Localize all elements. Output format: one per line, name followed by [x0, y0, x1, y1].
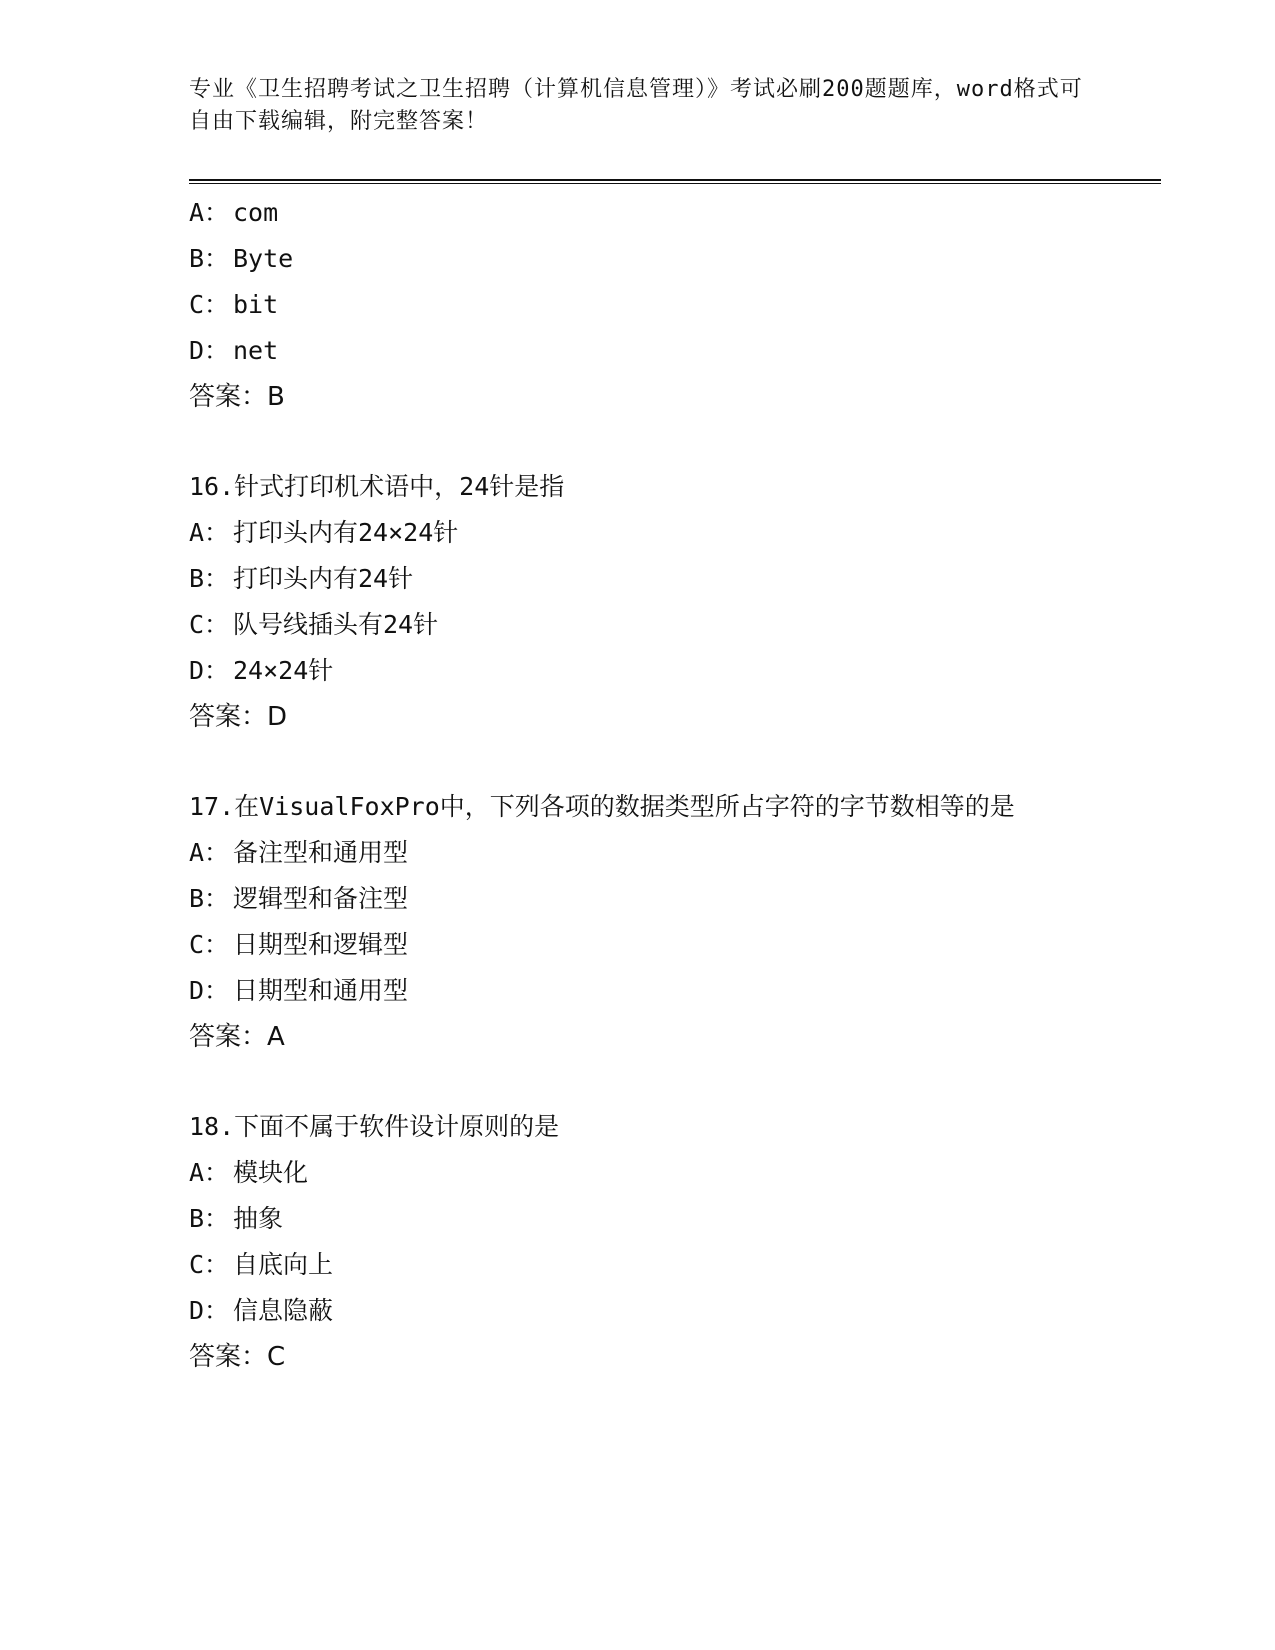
option-text: 备注型和通用型 [233, 838, 409, 867]
option-letter: D： [189, 976, 230, 1005]
question-block [189, 464, 1089, 740]
option-a [189, 190, 1089, 236]
option-b [189, 1196, 1089, 1242]
option-letter: A： [189, 838, 230, 867]
option-b [189, 876, 1089, 922]
option-text: 日期型和通用型 [233, 976, 409, 1005]
option-text: 信息隐蔽 [233, 1296, 334, 1325]
answer-line: 答案：C [189, 1342, 286, 1372]
option-c [189, 1242, 1089, 1288]
header-divider [189, 179, 1161, 184]
document-header: 专业《卫生招聘考试之卫生招聘（计算机信息管理）》考试必刷200题题库，word格式可自由下载编辑，附完整答案！ [189, 77, 1083, 134]
question-text: 18.下面不属于软件设计原则的是 [189, 1112, 560, 1141]
option-letter: D： [189, 656, 230, 685]
option-text: 打印头内有24×24针 [233, 518, 459, 547]
option-d [189, 328, 1089, 374]
option-text: 日期型和逻辑型 [233, 930, 409, 959]
option-letter: B： [189, 564, 230, 593]
option-text: 打印头内有24针 [233, 564, 414, 593]
option-c [189, 922, 1089, 968]
option-letter: B： [189, 244, 230, 273]
option-text: 逻辑型和备注型 [233, 884, 409, 913]
option-a [189, 830, 1089, 876]
question-block [189, 1104, 1089, 1380]
option-text: 24×24针 [233, 656, 334, 685]
option-text: 抽象 [233, 1204, 284, 1233]
option-text: bit [233, 290, 279, 319]
question-text: 17.在VisualFoxPro中，下列各项的数据类型所占字符的字节数相等的是 [189, 792, 1015, 821]
question-list [189, 190, 1089, 1380]
question-block [189, 190, 1089, 420]
option-d [189, 968, 1089, 1014]
option-d [189, 648, 1089, 694]
option-b [189, 556, 1089, 602]
option-c [189, 282, 1089, 328]
option-text: net [233, 336, 279, 365]
option-text: 模块化 [233, 1158, 309, 1187]
answer-line: 答案：A [189, 1022, 285, 1052]
question-block [189, 784, 1089, 1060]
option-a [189, 1150, 1089, 1196]
option-text: Byte [233, 244, 294, 273]
question-text: 16.针式打印机术语中，24针是指 [189, 472, 565, 501]
option-letter: B： [189, 1204, 230, 1233]
option-text: 自底向上 [233, 1250, 334, 1279]
option-letter: C： [189, 610, 230, 639]
option-c [189, 602, 1089, 648]
option-text: 队号线插头有24针 [233, 610, 439, 639]
option-b [189, 236, 1089, 282]
answer-line: 答案：D [189, 702, 288, 732]
option-letter: A： [189, 518, 230, 547]
option-letter: D： [189, 1296, 230, 1325]
answer-line: 答案：B [189, 382, 285, 412]
option-text: com [233, 198, 279, 227]
option-letter: B： [189, 884, 230, 913]
option-letter: C： [189, 930, 230, 959]
option-letter: C： [189, 1250, 230, 1279]
option-letter: A： [189, 1158, 230, 1187]
option-d [189, 1288, 1089, 1334]
option-letter: C： [189, 290, 230, 319]
option-a [189, 510, 1089, 556]
option-letter: A： [189, 198, 230, 227]
option-letter: D： [189, 336, 230, 365]
